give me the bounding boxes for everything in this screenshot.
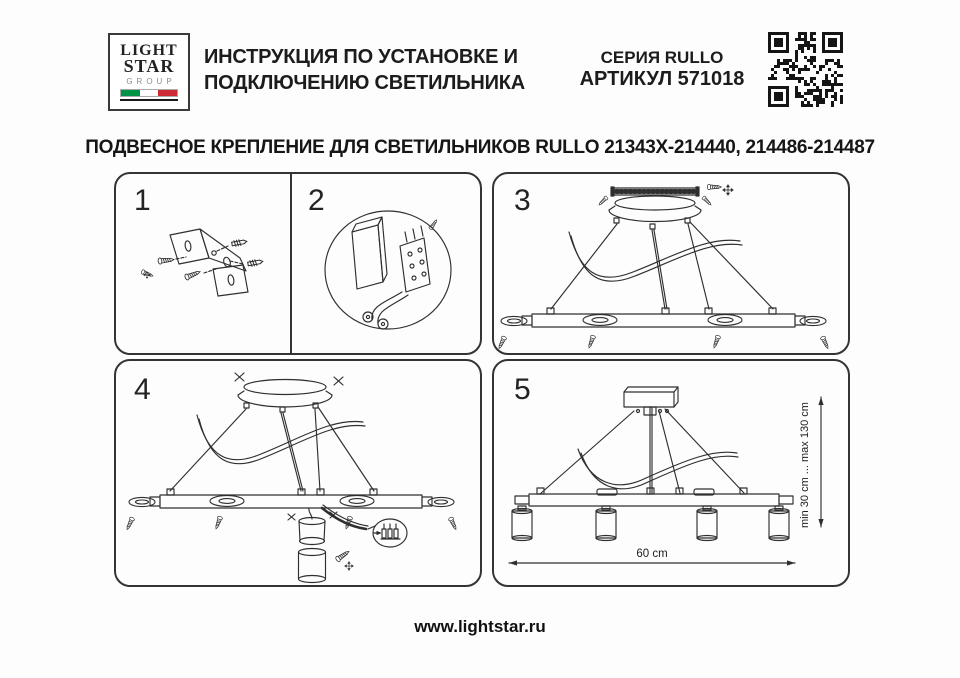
panel-3-box bbox=[492, 172, 850, 355]
flag-white-segment bbox=[140, 90, 159, 96]
subtitle: ПОДВЕСНОЕ КРЕПЛЕНИЕ ДЛЯ СВЕТИЛЬНИКОВ RULLO 21343X-214440, 214486-214487 bbox=[85, 137, 875, 158]
logo-underline bbox=[120, 99, 178, 101]
title-line-1: ИНСТРУКЦИЯ ПО УСТАНОВКЕ И bbox=[204, 46, 518, 68]
page-title bbox=[204, 44, 525, 96]
wiring-detail-drawing bbox=[290, 174, 480, 353]
final-dimensions-drawing bbox=[494, 361, 848, 585]
title-line-2: ПОДКЛЮЧЕНИЮ СВЕТИЛЬНИКА bbox=[204, 72, 526, 94]
panel-5-box bbox=[492, 359, 850, 587]
product-info bbox=[556, 47, 768, 91]
italian-flag-stripe bbox=[120, 89, 178, 97]
panel-4-number: 4 bbox=[134, 373, 151, 406]
height-dimension-label: min 30 cm ... max 130 cm bbox=[799, 402, 811, 528]
bracket-drawing bbox=[116, 174, 290, 353]
panel-3-number: 3 bbox=[514, 184, 531, 217]
flag-green-segment bbox=[121, 90, 140, 96]
flag-red-segment bbox=[158, 90, 177, 96]
logo-group-text: GROUP bbox=[126, 77, 176, 86]
shade-attachment-drawing bbox=[116, 361, 480, 585]
logo-light-text: LIGHT bbox=[120, 42, 178, 59]
article-label: АРТИКУЛ 571018 bbox=[579, 68, 745, 90]
footer-url: www.lightstar.ru bbox=[414, 617, 546, 636]
logo-star-text: STAR bbox=[123, 56, 175, 76]
panel-5-number: 5 bbox=[514, 373, 531, 406]
panel-2-number: 2 bbox=[308, 184, 325, 217]
width-dimension-label: 60 cm bbox=[636, 548, 668, 560]
panel-4-box bbox=[114, 359, 482, 587]
panel-group-1-2 bbox=[114, 172, 482, 355]
panel-1-number: 1 bbox=[134, 184, 151, 217]
qr-code bbox=[768, 32, 846, 110]
series-label: СЕРИЯ RULLO bbox=[600, 48, 724, 67]
suspension-mounting-drawing bbox=[494, 174, 848, 353]
lightstar-logo bbox=[108, 33, 190, 111]
